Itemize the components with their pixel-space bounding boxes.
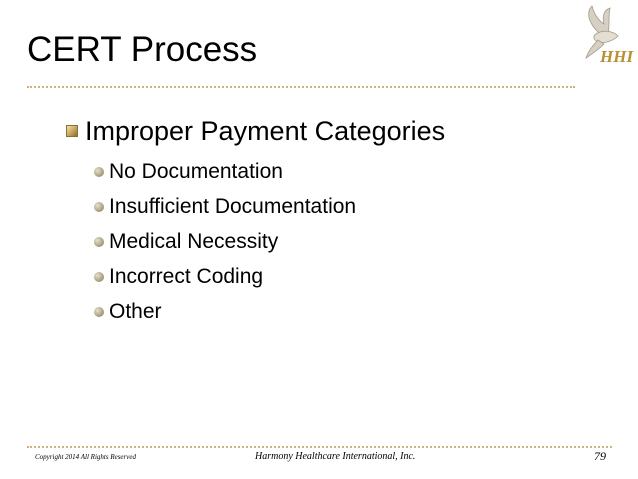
title-divider <box>27 86 575 88</box>
round-bullet-icon <box>94 202 104 212</box>
hhi-logo <box>578 4 634 76</box>
footer-company: Harmony Healthcare International, Inc. <box>255 451 416 462</box>
list-item-text: Other <box>109 299 162 323</box>
sub-bullet-list <box>94 154 356 329</box>
round-bullet-icon <box>94 307 104 317</box>
list-item <box>94 189 356 224</box>
list-item-text: Medical Necessity <box>109 229 279 253</box>
list-item-text: No Documentation <box>109 159 283 183</box>
round-bullet-icon <box>94 272 104 282</box>
list-item-text: Insufficient Documentation <box>109 194 357 218</box>
square-bullet-icon <box>66 125 78 137</box>
svg-text:HHI: HHI <box>600 47 634 66</box>
round-bullet-icon <box>94 237 104 247</box>
list-item <box>94 259 356 294</box>
footer-divider <box>27 446 612 448</box>
page-number: 79 <box>594 449 606 463</box>
slide-title: CERT Process <box>27 30 258 69</box>
bullet-level1 <box>66 111 445 151</box>
bullet-level1-text: Improper Payment Categories <box>85 116 446 146</box>
round-bullet-icon <box>94 167 104 177</box>
footer-copyright: Copyright 2014 All Rights Reserved <box>35 453 136 461</box>
list-item <box>94 294 356 329</box>
list-item-text: Incorrect Coding <box>109 264 264 288</box>
list-item <box>94 154 356 189</box>
list-item <box>94 224 356 259</box>
